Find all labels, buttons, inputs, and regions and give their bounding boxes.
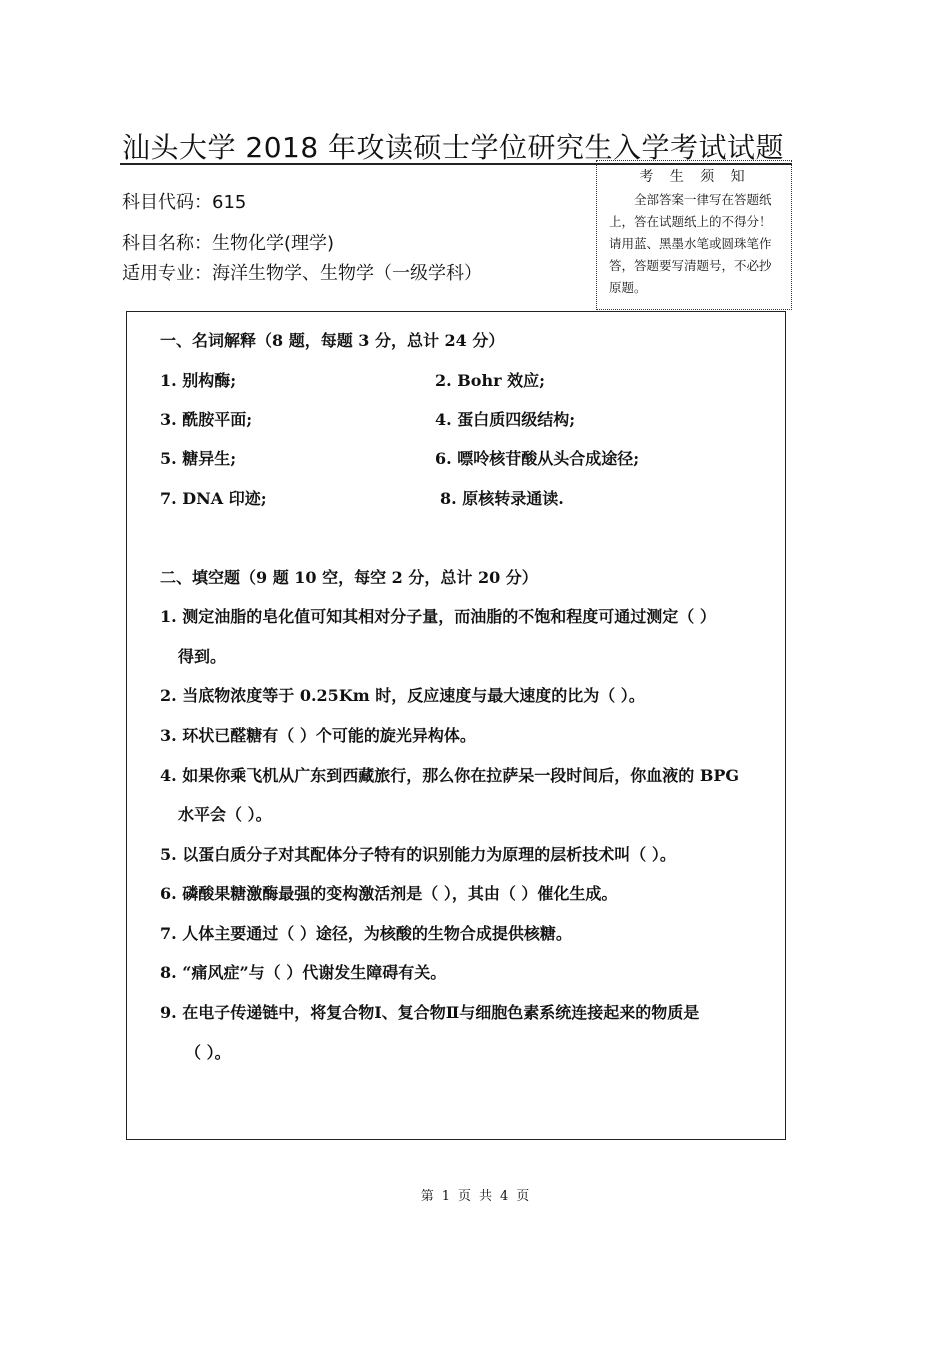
total-pages: 4 bbox=[500, 1189, 509, 1204]
total-unit: 页 bbox=[516, 1189, 530, 1204]
notice-body: 全部答案一律写在答题纸上，答在试题纸上的不得分！请用蓝、黑墨水笔或圆珠笔作答，答题要写清题号，不必抄原题。 bbox=[609, 192, 772, 295]
fill-blank-line: 5. 以蛋白质分子对其配体分子特有的识别能力为原理的层析技术叫（ ）。 bbox=[160, 845, 676, 864]
page-label: 第 bbox=[420, 1189, 434, 1204]
fill-blank-line: 3. 环状已醛糖有（ ）个可能的旋光异构体。 bbox=[160, 726, 476, 745]
term-item: 4. 蛋白质四级结构; bbox=[435, 410, 576, 429]
applicable-major: 适用专业：海洋生物学、生物学（一级学科） bbox=[122, 263, 482, 284]
term-item: 3. 酰胺平面; bbox=[160, 410, 253, 429]
fill-blank-line: 7. 人体主要通过（ ）途径，为核酸的生物合成提供核糖。 bbox=[160, 924, 572, 943]
term-item: 2. Bohr 效应; bbox=[435, 371, 546, 390]
candidate-notice-box bbox=[596, 160, 792, 310]
fill-blank-line: 1. 测定油脂的皂化值可知其相对分子量，而油脂的不饱和程度可通过测定（ ） bbox=[160, 607, 716, 626]
total-label: 共 bbox=[479, 1189, 493, 1204]
page-footer bbox=[0, 1185, 950, 1204]
fill-blank-line: （ ）。 bbox=[185, 1043, 231, 1062]
subject-code: 科目代码：615 bbox=[122, 192, 247, 213]
fill-blank-line: 6. 磷酸果糖激酶最强的变构激活剂是（ ），其由（ ）催化生成。 bbox=[160, 884, 618, 903]
term-item: 1. 别构酶; bbox=[160, 371, 237, 390]
term-item: 7. DNA 印迹; bbox=[160, 489, 267, 508]
fill-blank-line: 得到。 bbox=[178, 647, 227, 666]
fill-blank-line: 9. 在电子传递链中，将复合物Ⅰ、复合物Ⅱ与细胞色素系统连接起来的物质是 bbox=[160, 1003, 700, 1022]
section2-heading: 二、填空题（9 题 10 空，每空 2 分，总计 20 分） bbox=[160, 568, 538, 587]
fill-blank-line: 水平会（ ）。 bbox=[178, 805, 272, 824]
page-unit: 页 bbox=[457, 1189, 471, 1204]
exam-title: 汕头大学 2018 年攻读硕士学位研究生入学考试试题 bbox=[122, 131, 785, 164]
page-number: 1 bbox=[441, 1189, 450, 1204]
fill-blank-line: 4. 如果你乘飞机从广东到西藏旅行，那么你在拉萨呆一段时间后，你血液的 BPG bbox=[160, 766, 740, 785]
subject-name: 科目名称：生物化学(理学) bbox=[122, 233, 335, 254]
term-item: 8. 原核转录通读. bbox=[440, 489, 564, 508]
fill-blank-line: 8. “痛风症”与（ ）代谢发生障碍有关。 bbox=[160, 963, 447, 982]
section1-heading: 一、名词解释（8 题，每题 3 分，总计 24 分） bbox=[160, 331, 505, 350]
term-item: 6. 嘌呤核苷酸从头合成途径; bbox=[435, 449, 640, 468]
notice-title: 考 生 须 知 bbox=[639, 169, 751, 185]
fill-blank-line: 2. 当底物浓度等于 0.25Km 时，反应速度与最大速度的比为（ ）。 bbox=[160, 686, 645, 705]
term-item: 5. 糖异生; bbox=[160, 449, 237, 468]
